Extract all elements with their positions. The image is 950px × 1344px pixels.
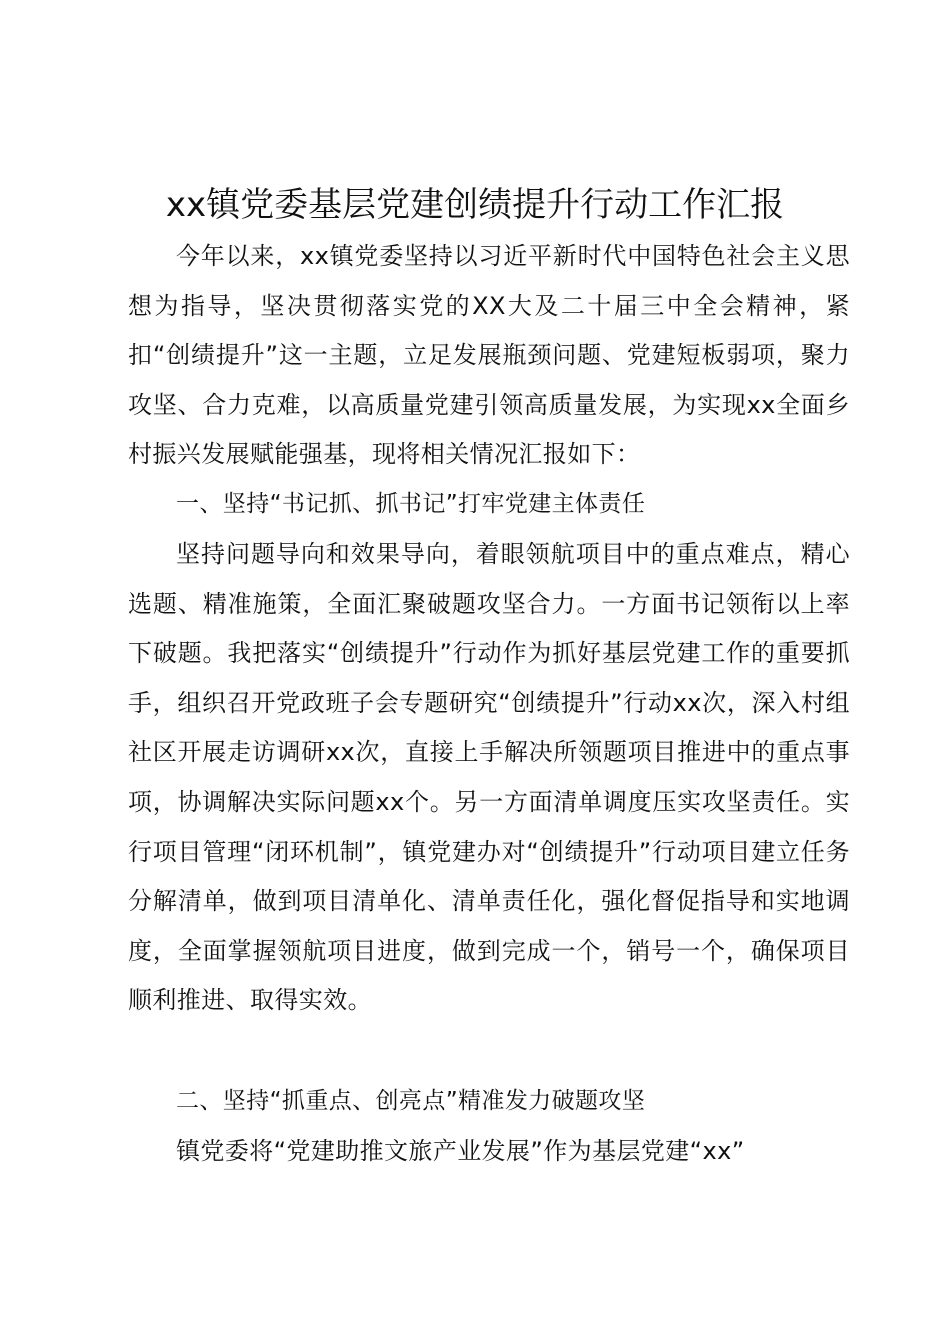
document-title: xx镇党委基层党建创绩提升行动工作汇报	[165, 185, 785, 225]
section-one-heading: 一、坚持“书记抓、抓书记”打牢党建主体责任	[176, 491, 646, 517]
section-two-heading: 二、坚持“抓重点、创亮点”精准发力破题攻坚	[176, 1088, 646, 1114]
section-one-paragraph: 坚持问题导向和效果导向，着眼领航项目中的重点难点，精心选题、精准施策，全面汇聚破题攻坚合力。一方面书记领衔以上率下破题。我把落实“创绩提升”行动作为抓好基层党建工作的重要抓手，组织召开党政班子会专题研究“创绩提升”行动xx次，深入村组社区开展走访调研xx次，直接上手解决所领题项目推进中的重点事项，协调解决实际问题xx个。另一方面清单调度压实攻坚责任。实行项目管理“闭环机制”，镇党建办对“创绩提升”行动项目建立任务分解清单，做到项目清单化、清单责任化，强化督促指导和实地调度，全面掌握领航项目进度，做到完成一个，销号一个，确保项目顺利推进、取得实效。	[128, 540, 850, 1015]
section-two-paragraph: 镇党委将“党建助推文旅产业发展”作为基层党建“xx”	[176, 1137, 745, 1165]
intro-paragraph: 今年以来，xx镇党委坚持以习近平新时代中国特色社会主义思想为指导，坚决贯彻落实党的XX大及二十届三中全会精神，紧扣“创绩提升”这一主题，立足发展瓶颈问题、党建短板弱项，聚力攻坚、合力克难，以高质量党建引领高质量发展，为实现xx全面乡村振兴发展赋能强基，现将相关情况汇报如下：	[128, 242, 850, 469]
